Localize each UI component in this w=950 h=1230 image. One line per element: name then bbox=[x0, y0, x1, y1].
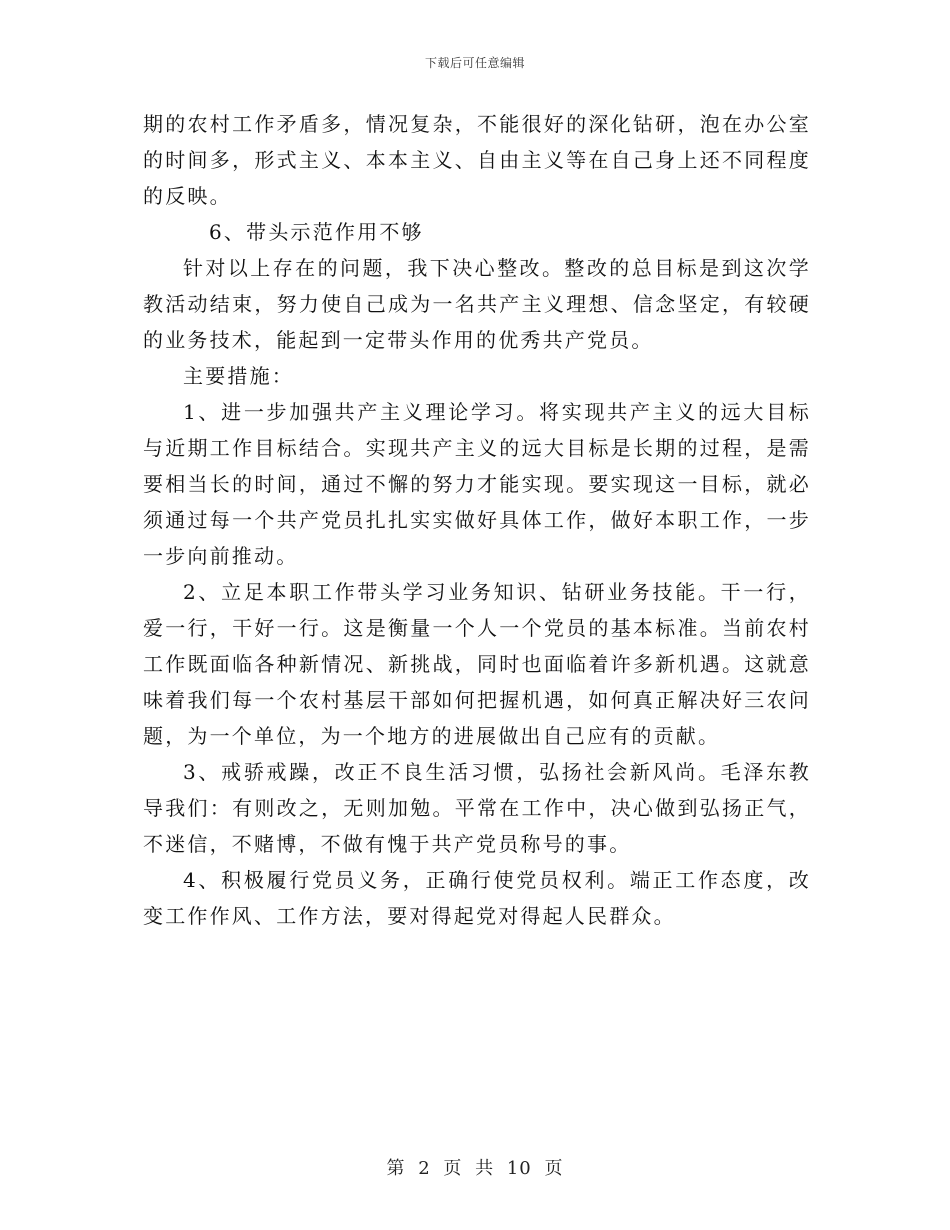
paragraph-main-measures-heading: 主要措施： bbox=[183, 364, 294, 388]
page-header bbox=[0, 54, 950, 71]
page-number: 第 2 页 共 10 页 bbox=[386, 1158, 564, 1179]
paragraph-continuation: 期的农村工作矛盾多，情况复杂，不能很好的深化钻研，泡在办公室的时间多，形式主义、本本主义、自由主义等在自己身上还不同程度的反映。 bbox=[143, 112, 811, 208]
paragraph-measure-3: 3、戒骄戒躁，改正不良生活习惯，弘扬社会新风尚。毛泽东教导我们：有则改之，无则加勉。平常在工作中，决心做到弘扬正气，不迷信，不赌博，不做有愧于共产党员称号的事。 bbox=[143, 760, 811, 856]
header-note: 下载后可任意编辑 bbox=[424, 56, 525, 70]
page-footer bbox=[0, 1154, 950, 1180]
paragraph-rectification-goal: 针对以上存在的问题，我下决心整改。整改的总目标是到这次学教活动结束，努力使自己成为一名共产主义理想、信念坚定，有较硬的业务技术，能起到一定带头作用的优秀共产党员。 bbox=[143, 256, 811, 352]
paragraph-measure-2: 2、立足本职工作带头学习业务知识、钻研业务技能。干一行，爱一行，干好一行。这是衡量一个人一个党员的基本标准。当前农村工作既面临各种新情况、新挑战，同时也面临着许多新机遇。这就意味着我们每一个农村基层干部如何把握机遇，如何真正解决好三农问题，为一个单位，为一个地方的进展做出自己应有的贡献。 bbox=[143, 580, 811, 748]
paragraph-subheading-6: 6、带头示范作用不够 bbox=[209, 220, 424, 244]
paragraph-measure-4: 4、积极履行党员义务，正确行使党员权利。端正工作态度，改变工作作风、工作方法，要对得起党对得起人民群众。 bbox=[143, 868, 811, 928]
paragraph-measure-1: 1、进一步加强共产主义理论学习。将实现共产主义的远大目标与近期工作目标结合。实现共产主义的远大目标是长期的过程，是需要相当长的时间，通过不懈的努力才能实现。要实现这一目标，就必须通过每一个共产党员扎扎实实做好具体工作，做好本职工作，一步一步向前推动。 bbox=[143, 400, 811, 568]
document-body bbox=[143, 106, 811, 934]
